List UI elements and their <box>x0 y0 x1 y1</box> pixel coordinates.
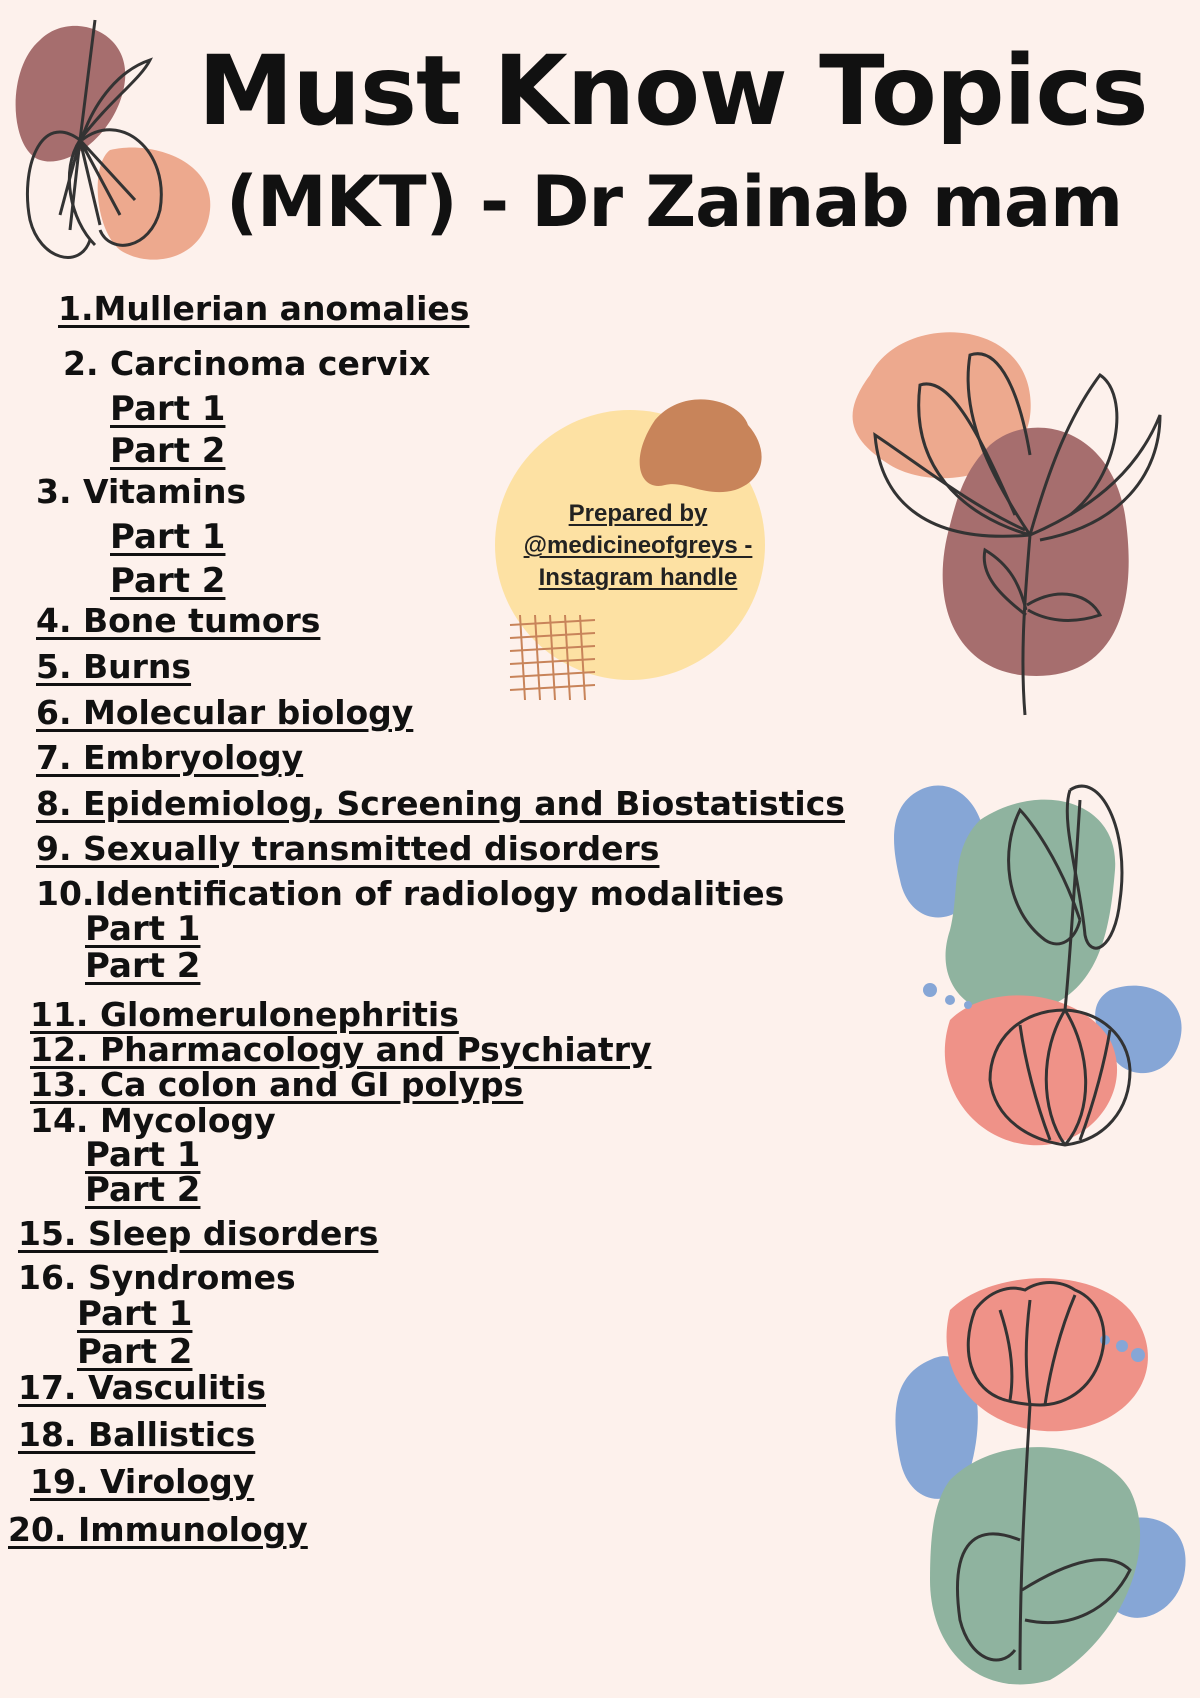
topic-heading-syndromes: 16. Syndromes <box>18 1258 296 1297</box>
topic-heading-vitamins: 3. Vitamins <box>36 472 247 511</box>
top-left-flower-icon <box>0 0 230 280</box>
topic-link-radiology-part-2[interactable]: Part 2 <box>85 946 201 986</box>
topic-link-mycology-part-1[interactable]: Part 1 <box>85 1135 201 1175</box>
topic-link-mycology-part-2[interactable]: Part 2 <box>85 1170 201 1210</box>
topic-heading-mycology: 14. Mycology <box>30 1101 276 1140</box>
topic-link-virology[interactable]: 19. Virology <box>30 1462 255 1501</box>
topic-link-vitamins-part-1[interactable]: Part 1 <box>110 517 226 557</box>
topic-link-vitamins-part-2[interactable]: Part 2 <box>110 561 226 601</box>
topic-link-immunology[interactable]: 20. Immunology <box>8 1510 308 1549</box>
topic-link-sleep-disorders[interactable]: 15. Sleep disorders <box>18 1214 379 1253</box>
topic-link-burns[interactable]: 5. Burns <box>36 647 192 686</box>
topic-link-carcinoma-cervix-part-1[interactable]: Part 1 <box>110 389 226 429</box>
topic-link-molecular-biology[interactable]: 6. Molecular biology <box>36 693 414 732</box>
topic-link-vasculitis[interactable]: 17. Vasculitis <box>18 1368 266 1407</box>
credit-line-3: Instagram handle <box>538 564 738 591</box>
bottom-tulip-icon <box>890 1270 1200 1698</box>
topic-link-embryology[interactable]: 7. Embryology <box>36 738 304 777</box>
topic-link-ballistics[interactable]: 18. Ballistics <box>18 1415 256 1454</box>
credit-handle[interactable]: @medicineofgreys - <box>523 532 753 559</box>
topic-link-ca-colon-gi-polyps[interactable]: 13. Ca colon and GI polyps <box>30 1065 524 1104</box>
page-title: Must Know Topics <box>198 35 1148 147</box>
credit-line-1: Prepared by <box>568 500 708 527</box>
credit-text <box>508 498 768 594</box>
topic-link-radiology-part-1[interactable]: Part 1 <box>85 909 201 949</box>
topic-heading-carcinoma-cervix: 2. Carcinoma cervix <box>63 344 431 383</box>
topic-link-sexually-transmitted-disorders[interactable]: 9. Sexually transmitted disorders <box>36 829 660 868</box>
topic-link-mullerian-anomalies[interactable]: 1.Mullerian anomalies <box>58 289 470 328</box>
topic-link-glomerulonephritis[interactable]: 11. Glomerulonephritis <box>30 995 459 1034</box>
topic-link-syndromes-part-1[interactable]: Part 1 <box>77 1294 193 1334</box>
topic-link-syndromes-part-2[interactable]: Part 2 <box>77 1332 193 1372</box>
hanging-tulip-icon <box>890 760 1200 1200</box>
right-flower-icon <box>840 315 1180 735</box>
topic-heading-radiology-modalities: 10.Identification of radiology modalities <box>36 874 785 913</box>
topic-link-bone-tumors[interactable]: 4. Bone tumors <box>36 601 321 640</box>
topic-link-epidemiology[interactable]: 8. Epidemiolog, Screening and Biostatistics <box>36 784 845 823</box>
page-subtitle: (MKT) - Dr Zainab mam <box>226 161 1123 243</box>
topic-link-pharmacology-psychiatry[interactable]: 12. Pharmacology and Psychiatry <box>30 1030 652 1069</box>
topic-link-carcinoma-cervix-part-2[interactable]: Part 2 <box>110 431 226 471</box>
